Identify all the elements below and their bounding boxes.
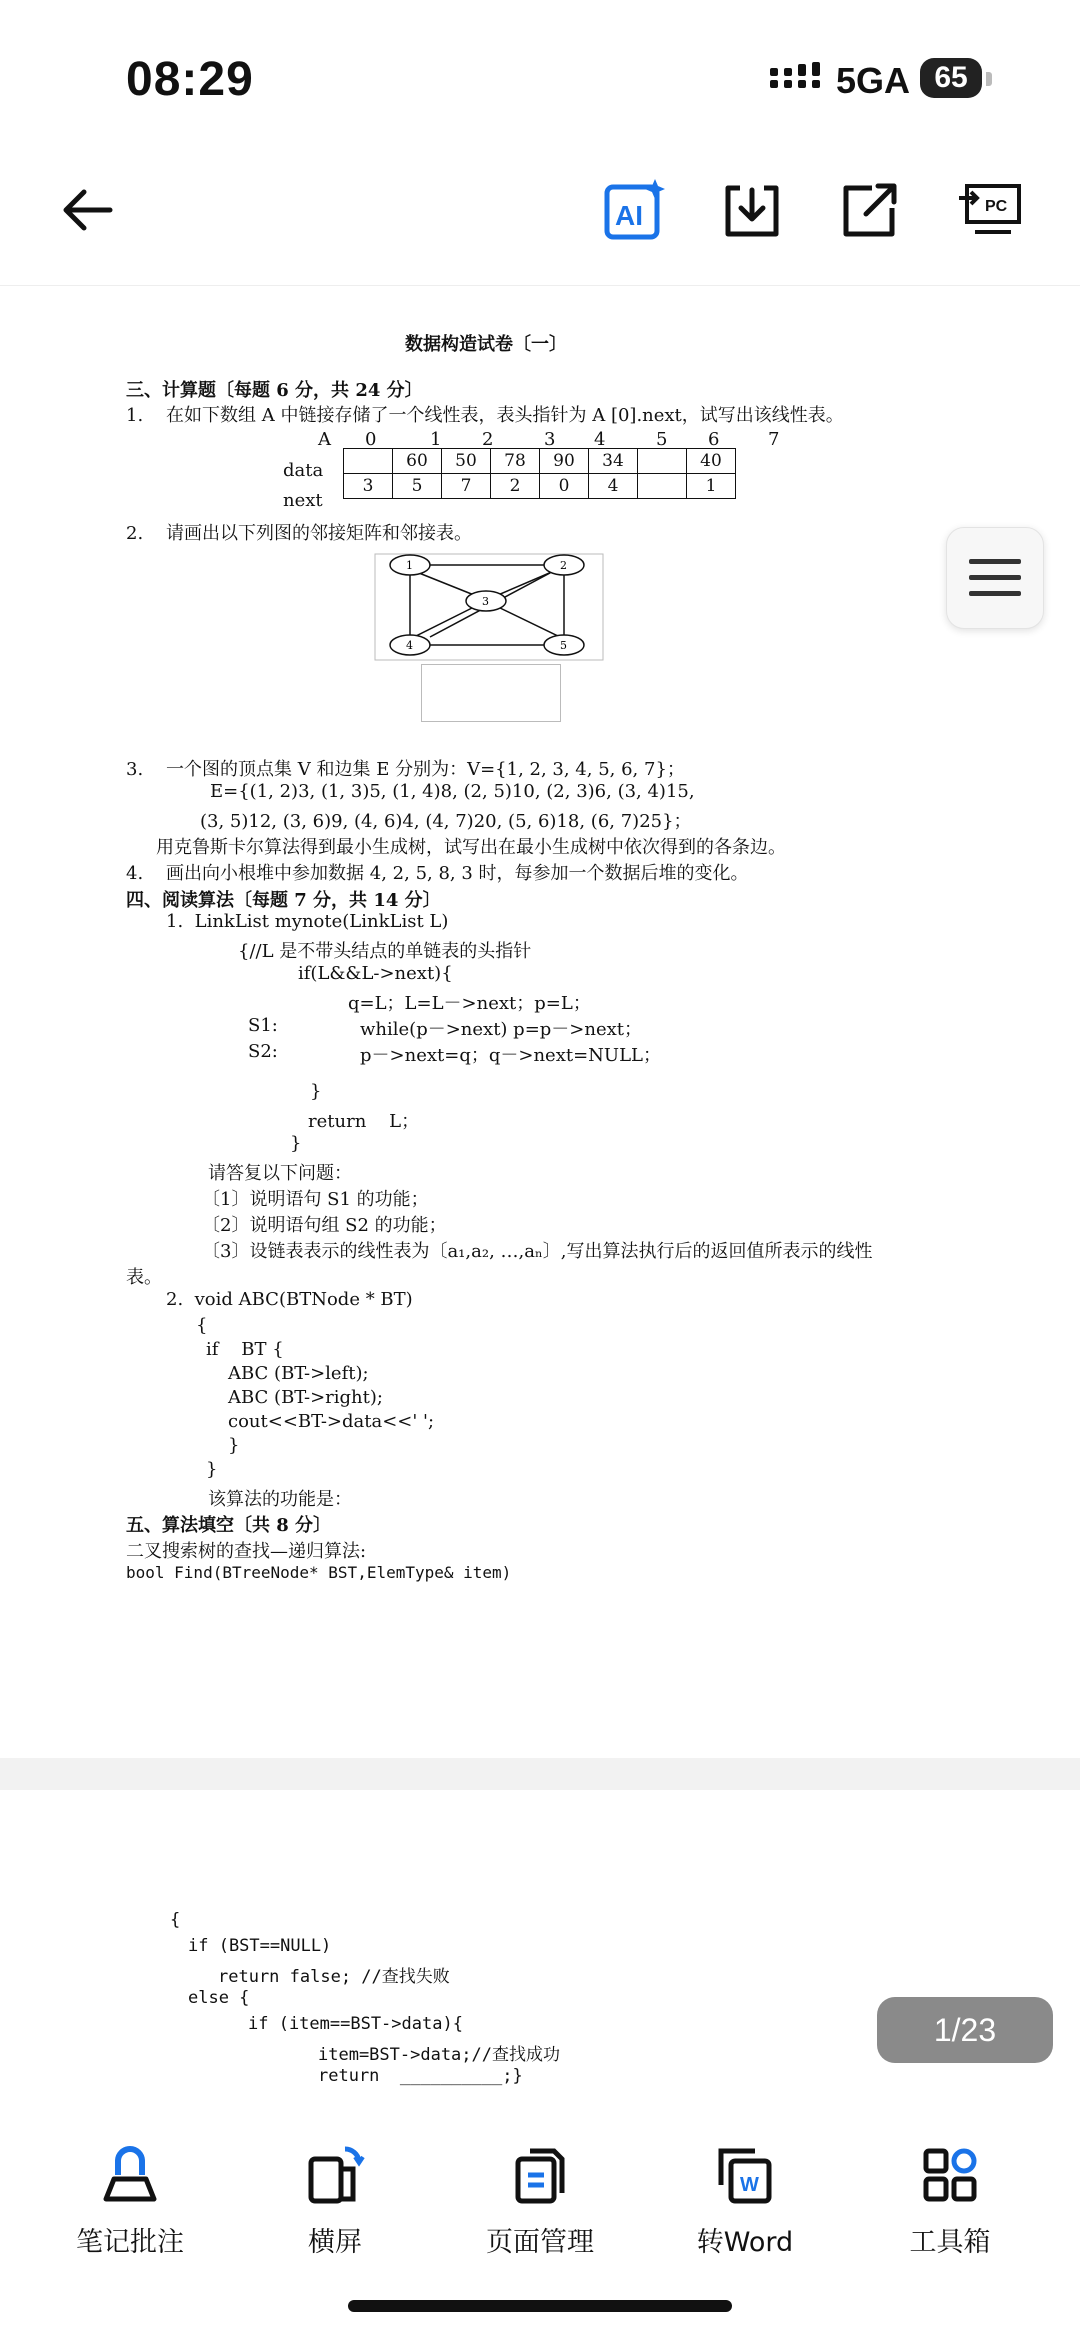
rotate-screen-icon (305, 2145, 365, 2205)
algo2-line5: ABC (BT->right); (228, 1387, 383, 1408)
graph-node-3 (466, 591, 506, 611)
question4: 4. 画出向小根堆中参加数据 4, 2, 5, 8, 3 时，每参加一个数据后堆的变化。 (126, 863, 749, 884)
q3-line4: 用克鲁斯卡尔算法得到最小生成树，试写出在最小生成树中依次得到的各条边。 (156, 837, 786, 858)
note-annotate-button[interactable] (30, 2140, 230, 2259)
array-index-4: 4 (594, 429, 606, 450)
array-index-5: 5 (656, 429, 668, 450)
signal-icon (768, 62, 828, 98)
svg-text:4: 4 (406, 639, 413, 652)
graph-node-2 (544, 555, 584, 575)
algo2-line6: cout<<BT->data<<' '; (228, 1411, 435, 1432)
algo2-line3: if BT { (206, 1339, 284, 1360)
top-toolbar (0, 150, 1080, 280)
array-data-label: data (283, 460, 324, 481)
algo1-line5: while(p－>next) p=p－>next； (360, 1019, 643, 1040)
next-cell-2: 7 (442, 474, 491, 499)
array-index-3: 3 (544, 429, 556, 450)
convert-word-button[interactable] (645, 2140, 845, 2259)
page2-line5: if (item==BST->data){ (248, 2014, 463, 2034)
algo1-question1: 〔1〕说明语句 S1 的功能； (202, 1189, 429, 1210)
algo1-question3: 〔3〕设链表表示的线性表为〔a₁,a₂, …,aₙ〕,写出算法执行后的返回值所表示的线性 (202, 1241, 873, 1262)
algo2-line4: ABC (BT->left); (228, 1363, 369, 1384)
back-button[interactable] (48, 170, 128, 250)
algo2-question: 该算法的功能是： (208, 1489, 352, 1510)
data-cell-4: 90 (540, 449, 589, 474)
page2-line7: return __________;} (318, 2066, 523, 2086)
ai-button[interactable] (594, 170, 674, 250)
landscape-label: 横屏 (308, 2227, 362, 2258)
algo1-question2: 〔2〕说明语句组 S2 的功能； (202, 1215, 447, 1236)
page-manage-button[interactable] (440, 2140, 640, 2259)
array-next-label: next (283, 490, 323, 511)
pc-cast-button[interactable] (950, 170, 1030, 250)
page-manage-label: 页面管理 (486, 2227, 594, 2258)
svg-text:1: 1 (406, 559, 413, 572)
data-cell-3: 78 (491, 449, 540, 474)
download-icon (722, 180, 782, 240)
q3-line3: (3, 5)12, (3, 6)9, (4, 6)4, (4, 7)20, (5, 6)18, (6, 7)25}； (200, 811, 692, 832)
section5-header: 五、算法填空〔共 8 分〕 (126, 1515, 332, 1536)
data-cell-0 (344, 449, 393, 474)
array-index-label: A (318, 429, 331, 450)
network-type: 5GA (836, 60, 911, 101)
convert-word-label: 转Word (696, 2227, 794, 2258)
array-index-6: 6 (708, 429, 720, 450)
share-button[interactable] (830, 170, 910, 250)
graph-node-1 (390, 555, 430, 575)
download-button[interactable] (712, 170, 792, 250)
algo1-line7: } (310, 1081, 322, 1102)
next-cell-1: 5 (393, 474, 442, 499)
graph-figure (374, 553, 604, 661)
svg-text:2: 2 (560, 559, 567, 572)
algo1-line6: p－>next=q；q－>next=NULL； (360, 1045, 661, 1066)
menu-button[interactable] (946, 527, 1044, 629)
array-index-2: 2 (482, 429, 494, 450)
ai-icon (601, 177, 667, 243)
toolbox-label: 工具箱 (909, 2227, 991, 2258)
page2-line6: item=BST->data;//查找成功 (318, 2045, 560, 2065)
next-cell-0: 3 (344, 474, 393, 499)
toolbox-button[interactable] (850, 2140, 1050, 2259)
note-annotate-label: 笔记批注 (76, 2227, 184, 2258)
next-cell-5: 4 (589, 474, 638, 499)
array-index-1: 1 (430, 429, 442, 450)
algo1-question: 请答复以下问题： (208, 1163, 352, 1184)
home-indicator[interactable] (348, 2300, 732, 2312)
algo2-line2: { (196, 1315, 208, 1336)
question1: 1. 在如下数组 A 中链接存储了一个线性表，表头指针为 A [0].next，试写出该线性表。 (126, 405, 844, 426)
page-manage-icon (510, 2145, 570, 2205)
algo2-line7: } (228, 1435, 240, 1456)
pc-cast-icon (957, 180, 1023, 240)
doc-title: 数据构造试卷〔一〕 (405, 334, 567, 355)
data-cell-5: 34 (589, 449, 638, 474)
q3-line1: 3. 一个图的顶点集 V 和边集 E 分别为：V={1, 2, 3, 4, 5, 6, 7}； (126, 759, 685, 780)
section4-header: 四、阅读算法〔每题 7 分，共 14 分〕 (126, 890, 441, 911)
algo1-question3-cont: 表。 (126, 1267, 162, 1288)
algo1-s1-label: S1: (248, 1015, 278, 1036)
graph-node-5 (544, 635, 584, 655)
algo1-s2-label: S2: (248, 1041, 278, 1062)
algo1-line3: if(L&&L->next){ (298, 963, 453, 984)
pc-label: PC (985, 198, 1008, 215)
page-separator (0, 1758, 1080, 1790)
array-next-row (344, 474, 736, 499)
status-bar (0, 0, 1080, 140)
section5-line1: 二叉搜索树的查找—递归算法: (126, 1541, 367, 1562)
page2-line1: { (170, 1910, 181, 1930)
array-index-0: 0 (365, 429, 377, 450)
data-cell-7: 40 (687, 449, 736, 474)
q3-line2: E={(1, 2)3, (1, 3)5, (1, 4)8, (2, 5)10, (2, 3)6, (3, 4)15, (210, 781, 695, 802)
hamburger-icon (967, 553, 1023, 603)
data-cell-2: 50 (442, 449, 491, 474)
page2-line2: if (BST==NULL) (188, 1936, 332, 1956)
section3-header: 三、计算题〔每题 6 分，共 24 分〕 (126, 380, 423, 401)
word-convert-icon (715, 2145, 775, 2205)
page-indicator: 1/23 (877, 1997, 1053, 2063)
battery-level: 65 (920, 58, 982, 98)
algo1-line2: {//L 是不带头结点的单链表的头指针 (238, 941, 532, 962)
svg-text:5: 5 (560, 639, 567, 652)
next-cell-4: 0 (540, 474, 589, 499)
section5-line2: bool Find(BTreeNode* BST,ElemType& item) (126, 1563, 512, 1582)
note-pen-icon (100, 2145, 160, 2205)
question2: 2. 请画出以下列图的邻接矩阵和邻接表。 (126, 523, 473, 544)
answer-blank-box (421, 664, 561, 722)
back-arrow-icon (58, 180, 118, 240)
page2-line3: return false; //查找失败 (218, 1967, 450, 1987)
next-cell-3: 2 (491, 474, 540, 499)
algo1-line4: q=L；L=L－>next；p=L； (348, 993, 591, 1014)
battery-cap (986, 72, 992, 86)
toolbox-icon (920, 2145, 980, 2205)
svg-text:3: 3 (482, 595, 489, 608)
array-index-7: 7 (768, 429, 780, 450)
array-table (343, 448, 736, 499)
algo1-line8: return L； (308, 1111, 420, 1132)
algo1-line9: } (290, 1133, 302, 1154)
share-icon (840, 180, 900, 240)
algo1-line1: 1. LinkList mynote(LinkList L) (166, 911, 449, 932)
svg-text:W: W (740, 2174, 759, 2196)
document-page[interactable] (0, 285, 1080, 1756)
algo2-line8: } (206, 1459, 218, 1480)
data-cell-6 (638, 449, 687, 474)
next-cell-7: 1 (687, 474, 736, 499)
data-cell-1: 60 (393, 449, 442, 474)
landscape-button[interactable] (235, 2140, 435, 2259)
array-data-row (344, 449, 736, 474)
graph-node-4 (390, 635, 430, 655)
ai-icon-label: AI (615, 200, 643, 231)
algo2-line1: 2. void ABC(BTNode * BT) (166, 1289, 413, 1310)
next-cell-6 (638, 474, 687, 499)
status-time: 08:29 (126, 53, 254, 106)
page2-line4: else { (188, 1988, 250, 2008)
